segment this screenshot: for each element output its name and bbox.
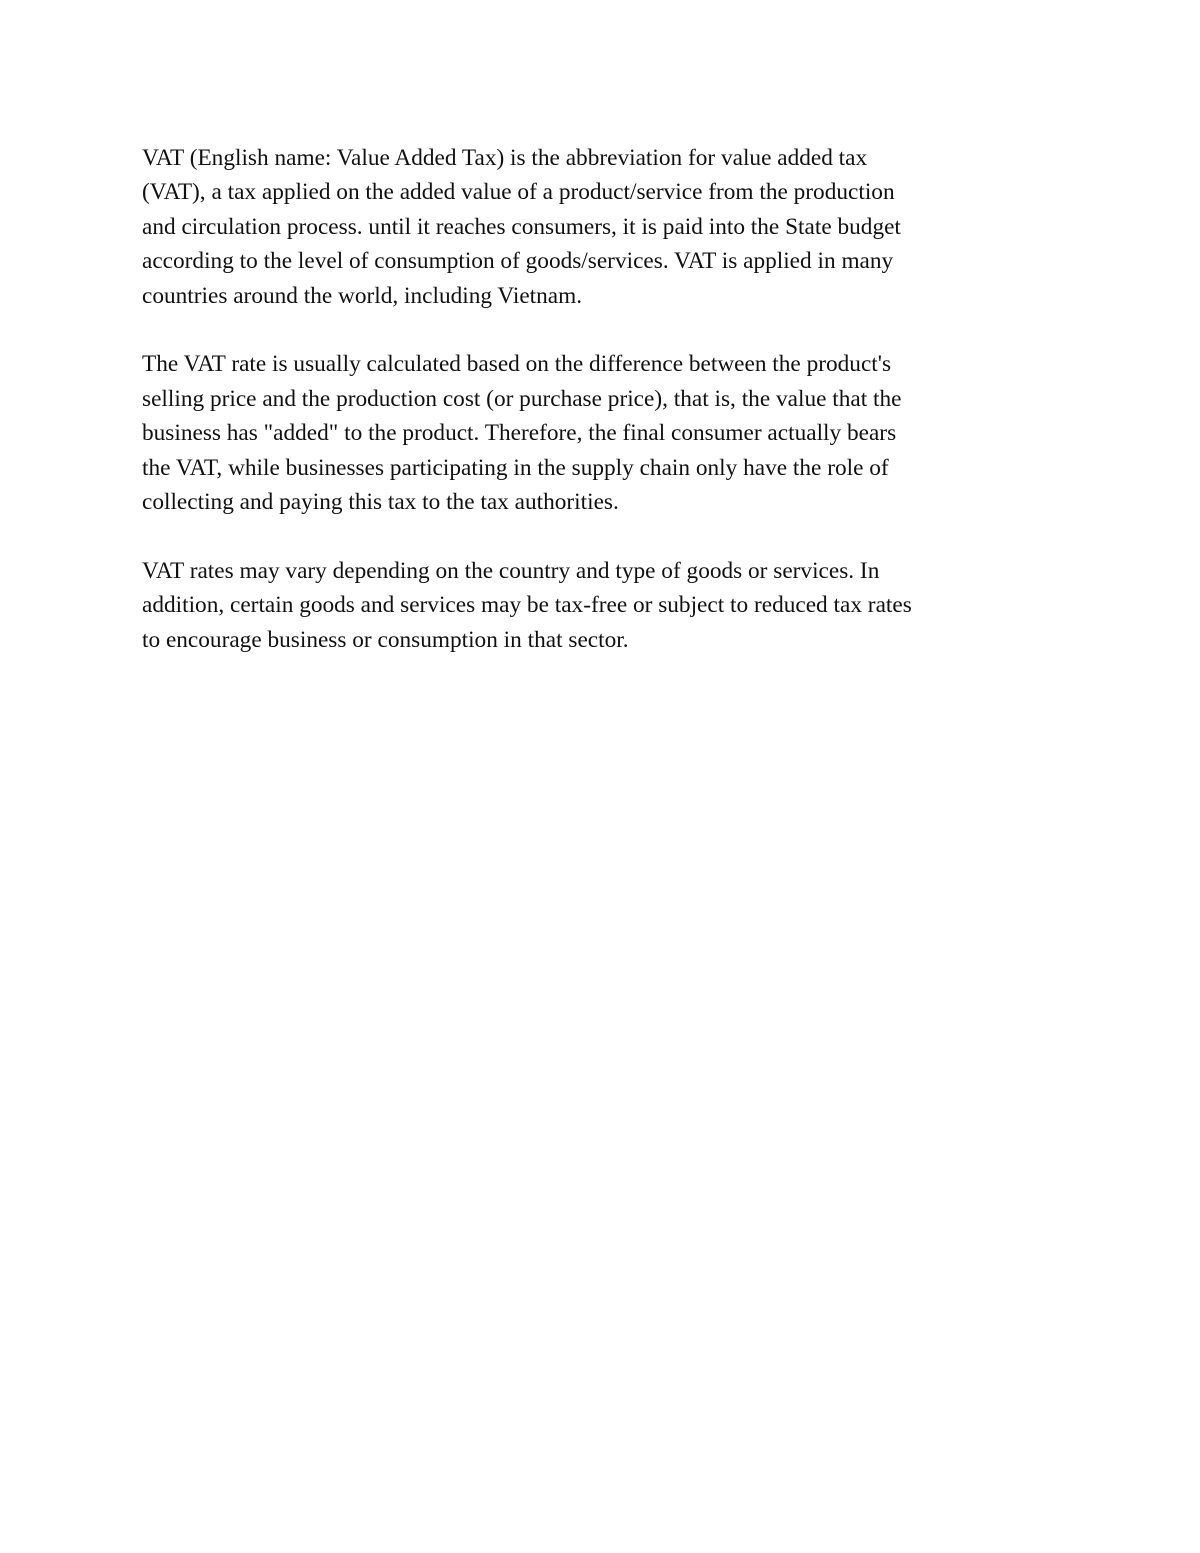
paragraph-line: and circulation process. until it reaches consumers, it is paid into the State budget [142, 213, 901, 240]
paragraph-line: addition, certain goods and services may be tax-free or subject to reduced tax rates [142, 592, 912, 619]
paragraph-line: selling price and the production cost (or purchase price), that is, the value that the [142, 385, 902, 412]
paragraph-line: collecting and paying this tax to the tax authorities. [142, 489, 619, 516]
paragraph-line: VAT (English name: Value Added Tax) is the abbreviation for value added tax [142, 145, 868, 171]
paragraph-line: the VAT, while businesses participating in the supply chain only have the role of [142, 454, 889, 481]
paragraph-line: The VAT rate is usually calculated based on the difference between the product's [142, 351, 892, 378]
paragraph-line: countries around the world, including Vietnam. [142, 282, 583, 309]
paragraph-2 [142, 347, 1082, 519]
paragraph-1 [142, 141, 1082, 313]
paragraph-line: to encourage business or consumption in that sector. [142, 626, 629, 653]
paragraph-line: (VAT), a tax applied on the added value of a product/service from the production [142, 179, 895, 206]
paragraph-line: VAT rates may vary depending on the country and type of goods or services. In [142, 557, 880, 584]
paragraph-3 [142, 554, 1082, 657]
document-body [142, 141, 1082, 691]
paragraph-line: according to the level of consumption of goods/services. VAT is applied in many [142, 248, 894, 275]
paragraph-line: business has "added" to the product. Therefore, the final consumer actually bears [142, 420, 897, 447]
